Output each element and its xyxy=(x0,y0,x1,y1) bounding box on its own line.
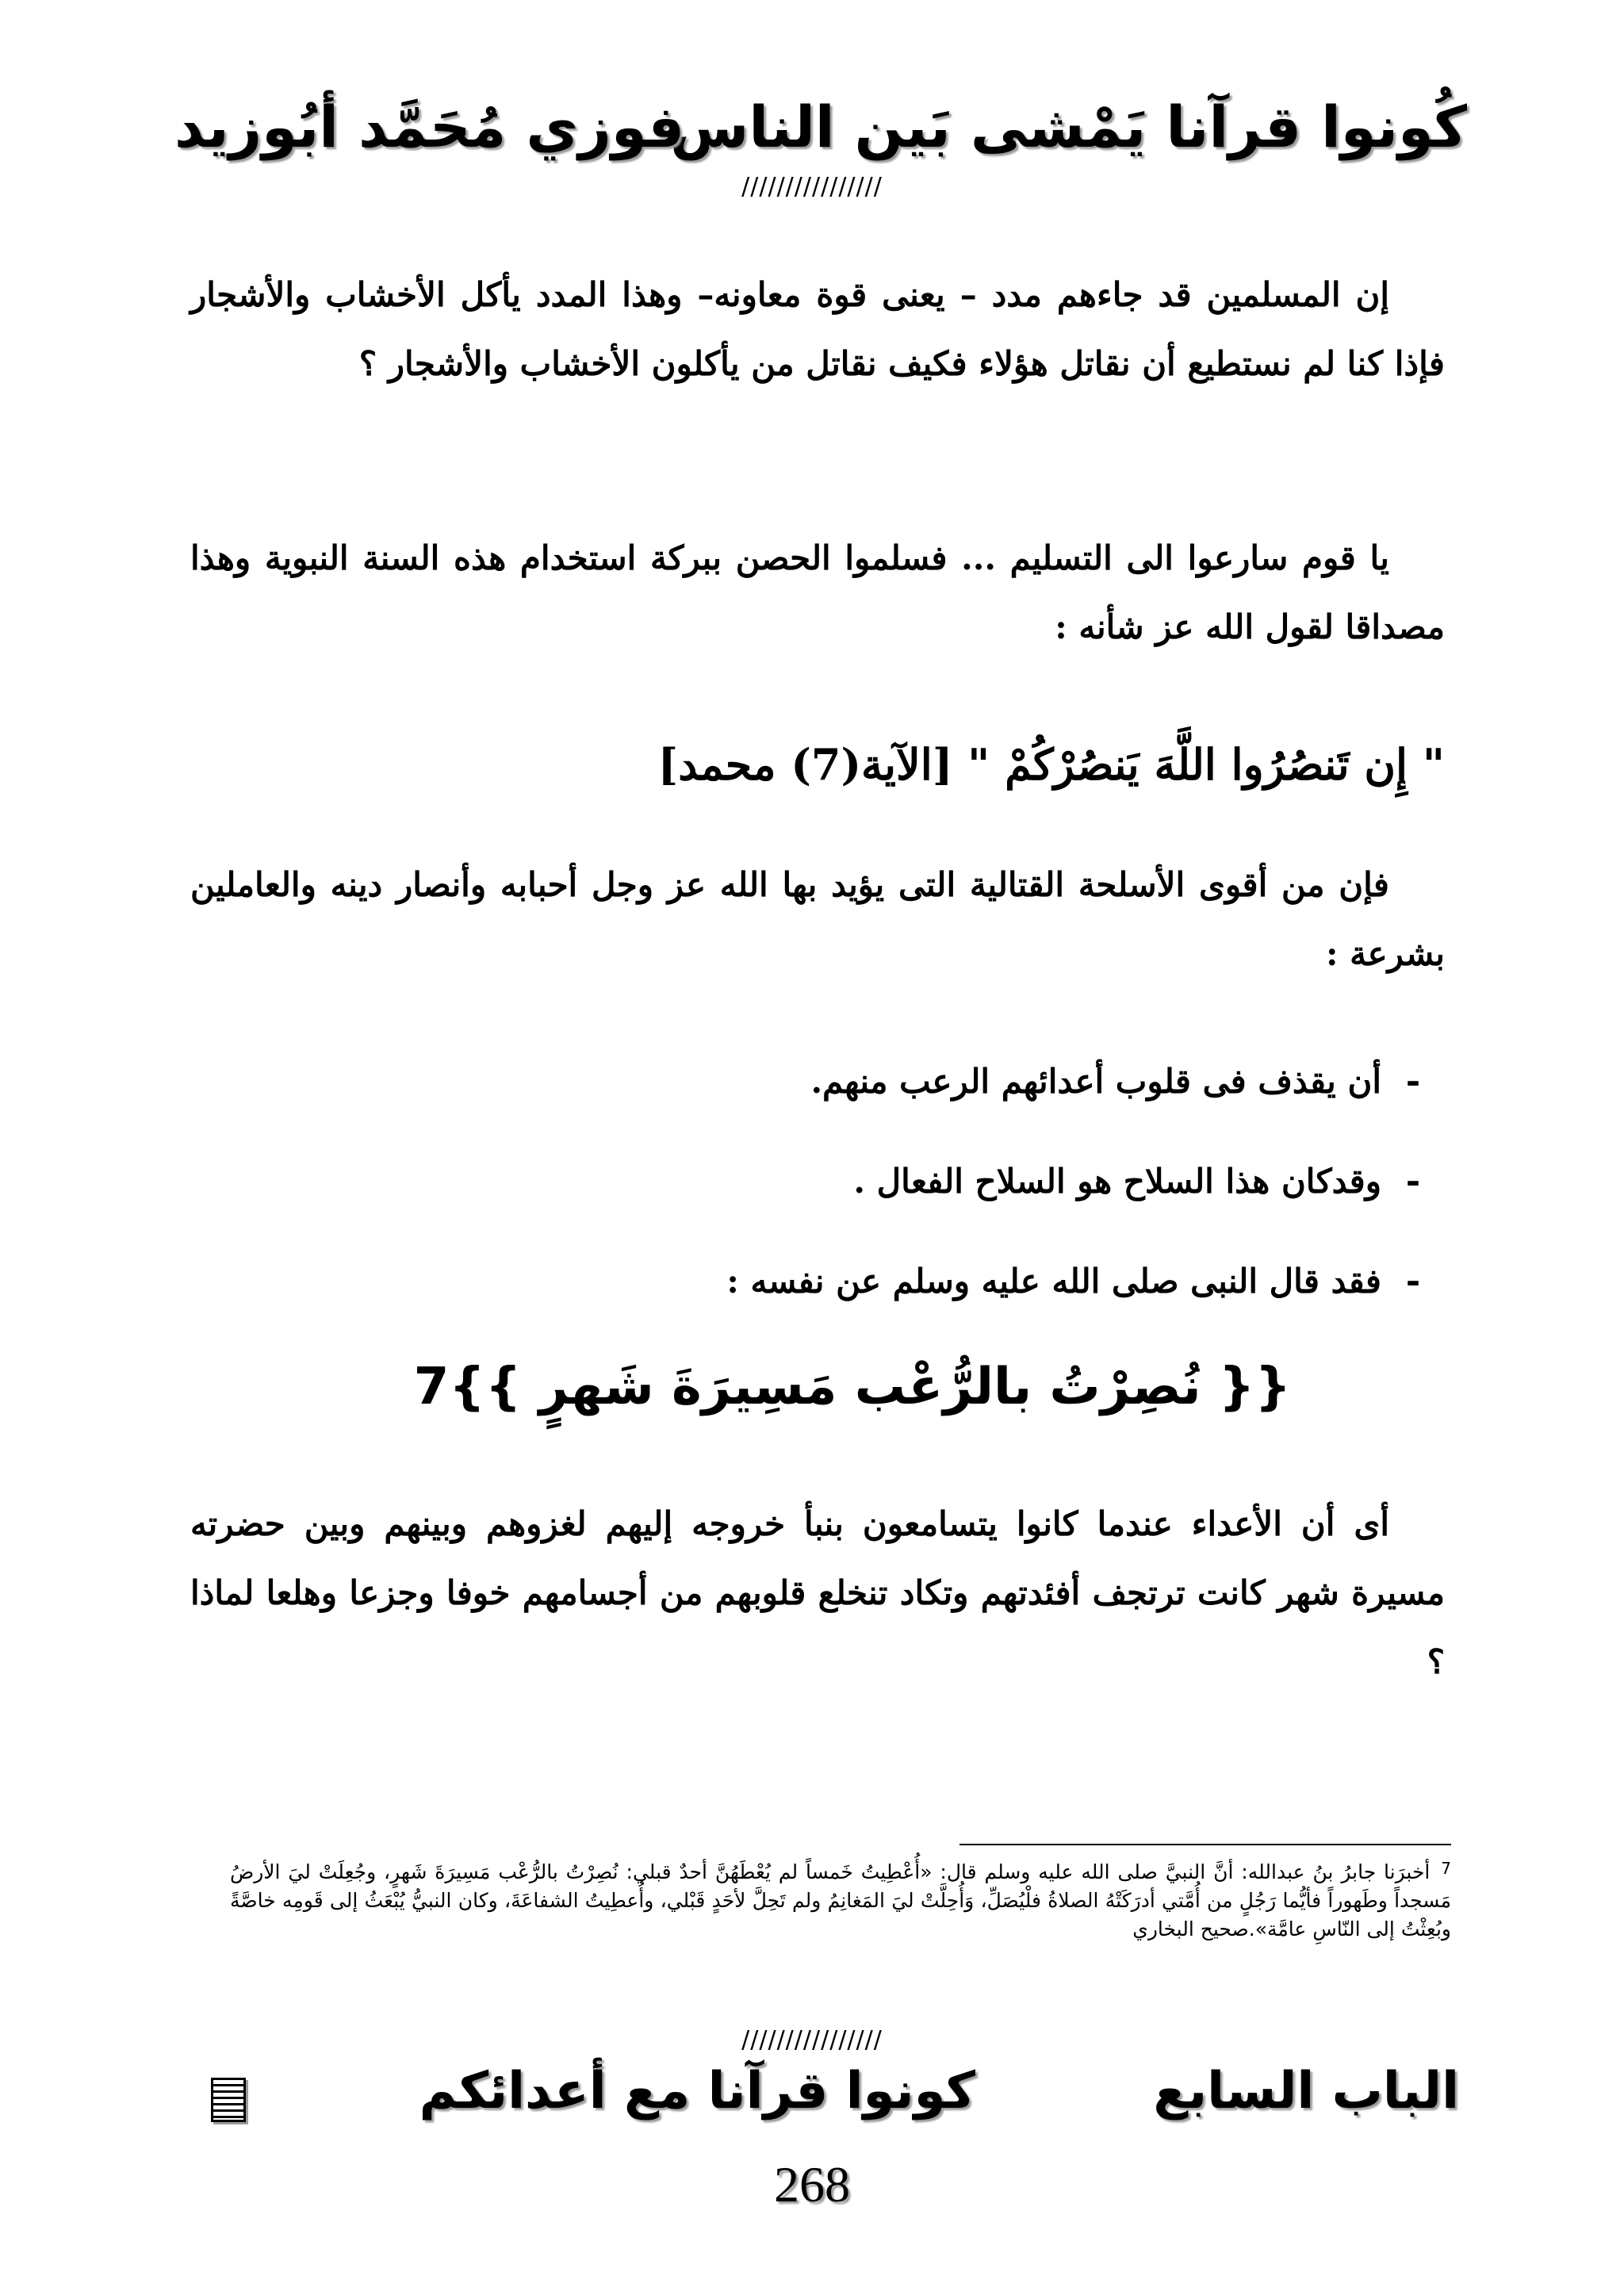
list-item xyxy=(335,1131,1445,1231)
list-item-text: وقدكان هذا السلاح هو السلاح الفعال . xyxy=(853,1161,1381,1201)
bullet-dash: - xyxy=(1405,1160,1421,1201)
footer-divider: //////////////// xyxy=(741,2026,883,2054)
paragraph-3: فإن من أقوى الأسلحة القتالية التى يؤيد بها الله عز وجل أحبابه وأنصار دينه والعاملين بشرعة : xyxy=(190,865,1445,973)
page-lines-icon xyxy=(211,2078,246,2122)
footnote xyxy=(230,1854,1451,1944)
page-footer xyxy=(190,2062,1459,2149)
author-name: فوزي مُحَمَّد أبُوزيد xyxy=(174,94,685,160)
list-item xyxy=(335,1031,1445,1131)
bullet-dash: - xyxy=(1405,1060,1421,1101)
book-title: كُونوا قرآنا يَمْشى بَين الناس xyxy=(670,94,1467,160)
hadith-quote: {{ نُصِرْتُ بالرُّعْب مَسِيرَةَ شَهرٍ }}7 xyxy=(413,1358,1291,1416)
quran-verse: " إِن تَنصُرُوا اللَّهَ يَنصُرْكُمْ " [الآية(7) محمد] xyxy=(657,739,1445,790)
page-header xyxy=(174,94,1467,181)
bullet-list xyxy=(335,1031,1445,1331)
footnote-number: 7 xyxy=(1441,1859,1451,1878)
list-item-text: فقد قال النبى صلى الله عليه وسلم عن نفسه : xyxy=(726,1261,1381,1301)
paragraph-4: أى أن الأعداء عندما كانوا يتسامعون بنبأ خروجه إليهم لغزوهم وبينهم وبين حضرته مسيرة شهر كانت ترتجف أفئدتهم وتكاد تنخلع قلوبهم من أجسامهم خوفا وجزعا وهلعا لماذا ؟ xyxy=(190,1504,1445,1681)
footer-slogan: كونوا قرآنا مع أعدائكم xyxy=(419,2062,975,2121)
paragraph-2: يا قوم سارعوا الى التسليم ... فسلموا الحصن ببركة استخدام هذه السنة النبوية وهذا مصداقا لقول الله عز شأنه : xyxy=(190,538,1445,646)
bullet-dash: - xyxy=(1405,1260,1421,1301)
list-item xyxy=(335,1231,1445,1331)
chapter-title: الباب السابع xyxy=(1153,2062,1459,2121)
footnote-text: أخبرَنا جابرُ بنُ عبدالله: أنَّ النبيَّ صلى الله عليه وسلم قال: «أُعْطِيتُ خَمساً لم يُعْطَهُنَّ أحدٌ قبلي: نُصِرْتُ بالرُّعْب مَسِيرَةَ شَهرٍ، وجُعِلَتْ ليَ الأرضُ مَسجداً وطَهوراً فأيُّما رَجُلٍ من أُمَّتي أدرَكَتْهُ الصلاةُ فلْيُصَلِّ، وَأُحِلَّتْ ليَ المَغانِمُ ولم تَحِلَّ لأحَدٍ قَبْلي، وأُعطِيتُ الشفاعَةَ، وكان النبيُّ يُبْعَثُ إلى قَومِه خاصَّةً وبُعِثْتُ إلى النّاسِ عامَّة».صحيح البخاري xyxy=(230,1860,1451,1940)
footnote-separator xyxy=(959,1844,1451,1845)
header-divider: //////////////// xyxy=(741,173,883,201)
paragraph-1: إن المسلمين قد جاءهم مدد – يعنى قوة معاونه– وهذا المدد يأكل الأخشاب والأشجار فإذا كنا لم نستطيع أن نقاتل هؤلاء فكيف نقاتل من يأكلون الأخشاب والأشجار ؟ xyxy=(190,275,1445,383)
list-item-text: أن يقذف فى قلوب أعدائهم الرعب منهم. xyxy=(810,1061,1381,1101)
page-number: 268 xyxy=(774,2156,850,2212)
